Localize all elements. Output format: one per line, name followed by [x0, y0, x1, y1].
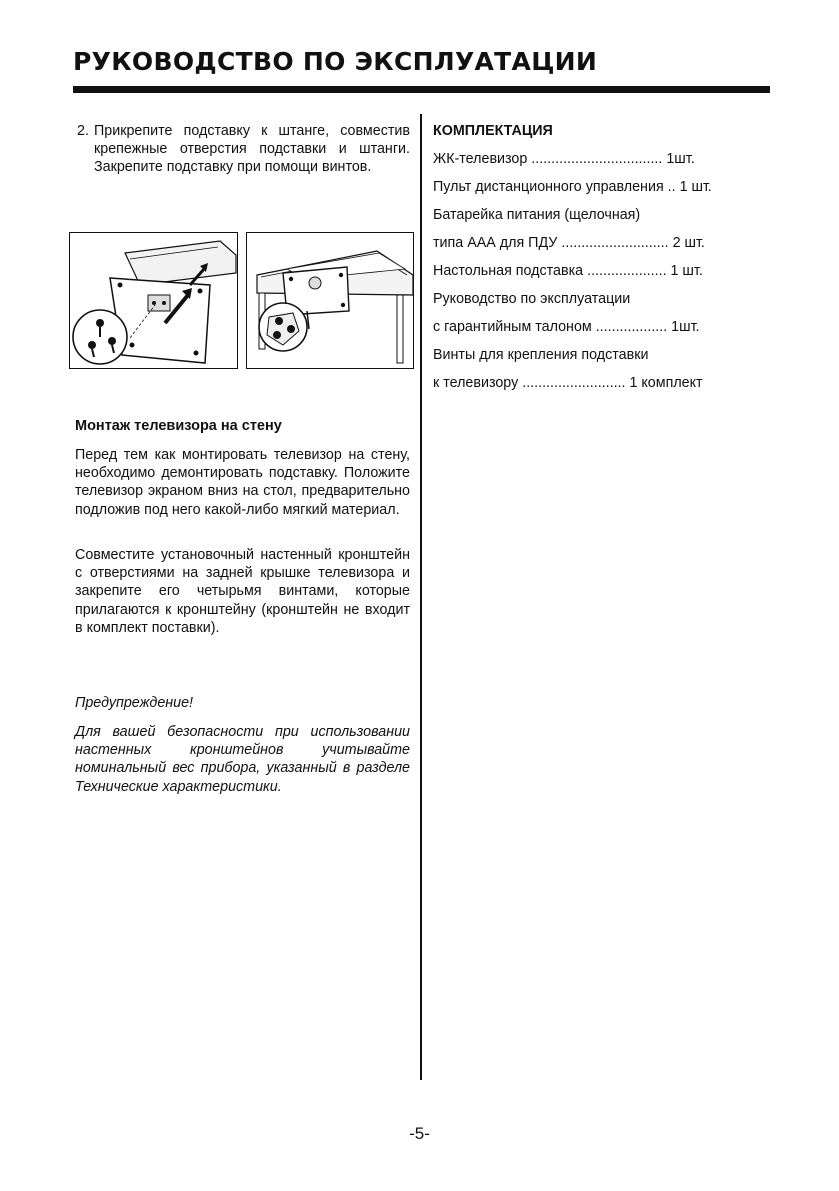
page-number: -5-	[409, 1124, 430, 1143]
title-underline	[73, 86, 770, 93]
kit-item: Настольная подставка .................... 1 шт.	[433, 263, 703, 279]
kit-item: Винты для крепления подставки	[433, 347, 649, 363]
kit-item: типа ААА для ПДУ ........................... 2 шт.	[433, 235, 705, 251]
stand-mounted-illustration-icon	[246, 232, 414, 369]
step-number: 2.	[77, 123, 89, 139]
step-text: Прикрепите подставку к штанге, совместив крепежные отверстия подставки и штанги. Закрепите подставку при помощи винтов.	[94, 123, 410, 175]
step-2	[77, 123, 410, 176]
kit-item: Батарейка питания (щелочная)	[433, 207, 641, 223]
kit-item: с гарантийным талоном .................. 1шт.	[433, 319, 700, 335]
wall-mount-heading: Монтаж телевизора на стену	[75, 418, 282, 434]
column-divider	[420, 114, 422, 1080]
kit-item: к телевизору .......................... 1 комплект	[433, 375, 703, 391]
kit-item: Руководство по эксплуатации	[433, 291, 631, 307]
stand-attach-illustration-icon	[69, 232, 238, 369]
wall-mount-paragraph-1: Перед тем как монтировать телевизор на стену, необходимо демонтировать подставку. Положите телевизор экраном вниз на стол, предварительно подложив под него какой-либо мягкий материал.	[75, 447, 410, 518]
kit-title: КОМПЛЕКТАЦИЯ	[433, 123, 553, 139]
kit-item: ЖК-телевизор ................................. 1шт.	[433, 151, 695, 167]
wall-mount-paragraph-2: Совместите установочный настенный кронштейн с отверстиями на задней крышке телевизора и закрепите его четырьмя винтами, которые прилагаются к кронштейну (кронштейн не входит в комплект поставки).	[75, 547, 410, 636]
page-title: РУКОВОДСТВО ПО ЭКСПЛУАТАЦИИ	[73, 47, 598, 76]
warning-text: Для вашей безопасности при использовании настенных кронштейнов учитывайте номинальный вес прибора, указанный в разделе Технические характеристики.	[75, 724, 410, 795]
warning-title: Предупреждение!	[75, 695, 194, 711]
kit-item: Пульт дистанционного управления .. 1 шт.	[433, 179, 712, 195]
